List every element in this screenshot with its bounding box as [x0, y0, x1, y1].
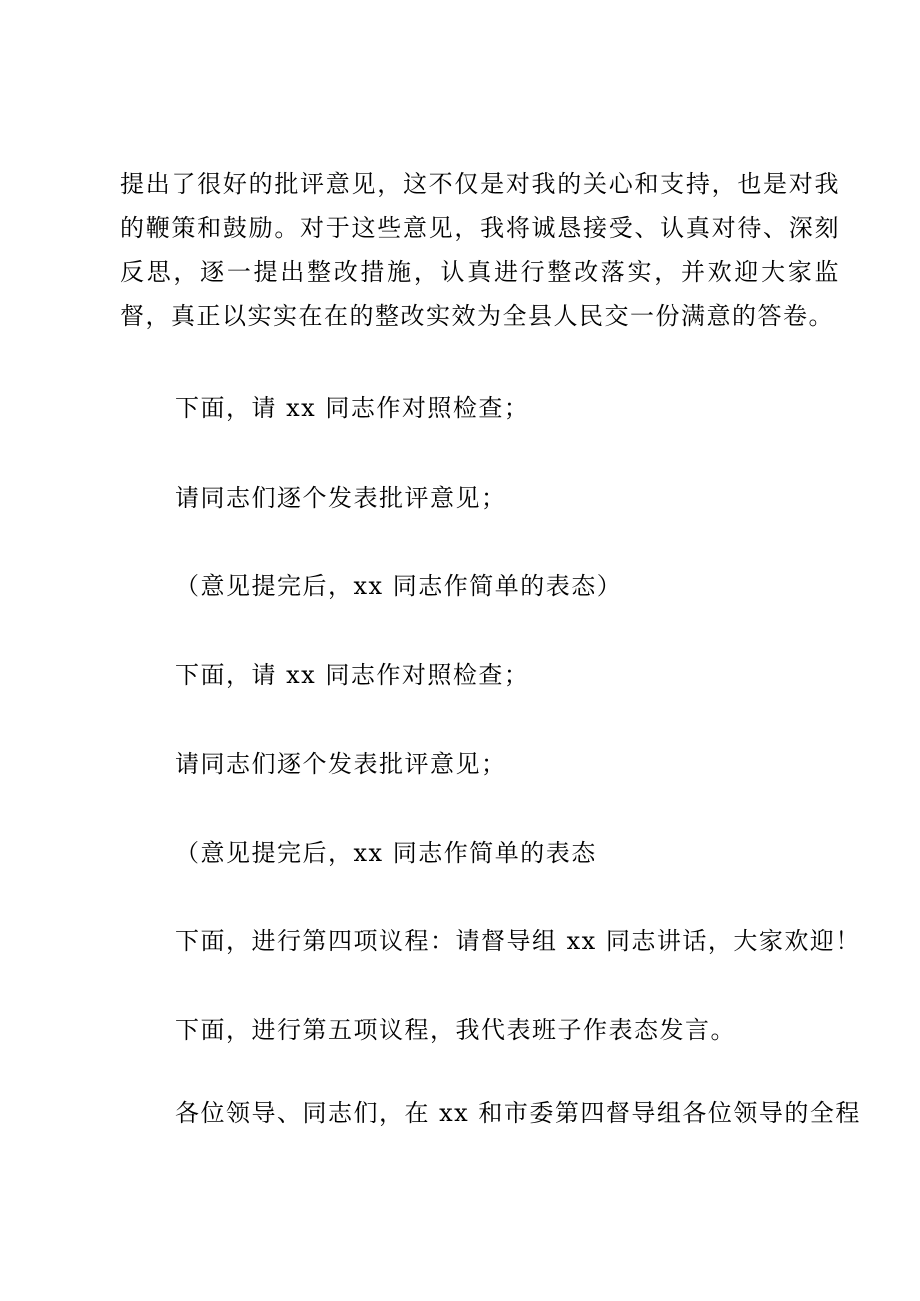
text-line-5: 请同志们逐个发表批评意见；	[175, 750, 507, 778]
text-line-4: 下面，请 xx 同志作对照检查；	[175, 661, 530, 689]
text-line-1: 下面，请 xx 同志作对照检查；	[175, 394, 530, 422]
text-line-8: 下面，进行第五项议程，我代表班子作表态发言。	[175, 1016, 736, 1044]
text-line-9: 各位领导、同志们，在 xx 和市委第四督导组各位领导的全程	[175, 1099, 861, 1127]
text-line-7: 下面，进行第四项议程：请督导组 xx 同志讲话，大家欢迎！	[175, 927, 861, 955]
text-line-2: 请同志们逐个发表批评意见；	[175, 484, 507, 512]
text-line-3: （意见提完后，xx 同志作简单的表态）	[175, 572, 623, 600]
text-line-6: （意见提完后，xx 同志作简单的表态	[175, 839, 597, 867]
opening-paragraph: 提出了很好的批评意见，这不仅是对我的关心和支持，也是对我的鞭策和鼓励。对于这些意见，我将诚恳接受、认真对待、深刻反思，逐一提出整改措施，认真进行整改落实，并欢迎大家监督，真正以实实在在的整改实效为全县人民交一份满意的答卷。	[120, 170, 840, 330]
